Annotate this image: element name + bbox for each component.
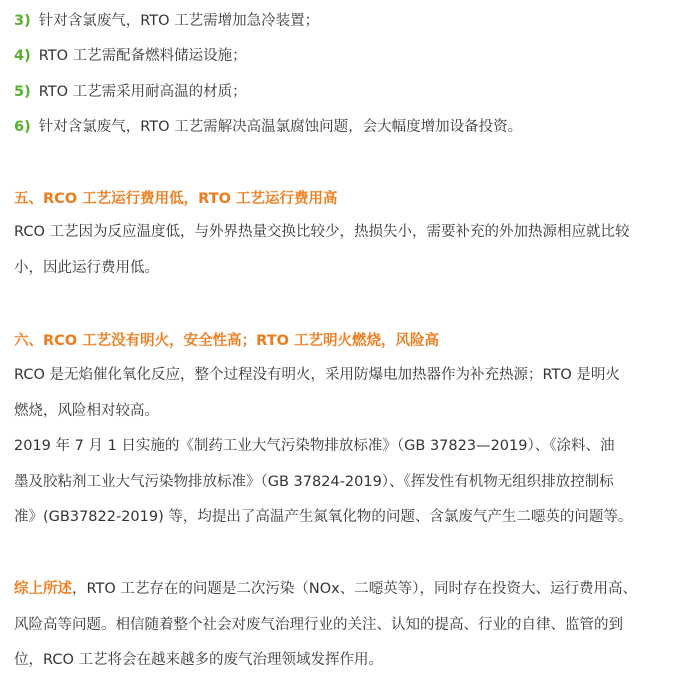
list-item-text: 针对含氯废气，RTO 工艺需解决高温氯腐蚀问题，会大幅度增加设备投资。 [38,119,523,135]
paragraph-line [14,572,686,608]
list-item [14,43,247,69]
paragraph-line: 2019 年 7 月 1 日实施的《制药工业大气污染物排放标准》（GB 37823—2019）、《涂料、油 [14,438,615,454]
section-heading-5: 五、RCO 工艺运行费用低，RTO 工艺运行费用高 [14,191,338,207]
list-item [14,8,319,34]
list-item-number: 5) [14,84,31,100]
paragraph-line: 风险高等问题。相信随着整个社会对废气治理行业的关注、认知的提高、行业的自律、监管的到 [14,616,623,633]
list-item [14,79,247,105]
paragraph-line: 小，因此运行费用低。 [14,259,159,276]
paragraph-line: RCO 是无焰催化氧化反应，整个过程没有明火，采用防爆电加热器作为补充热源；RTO 是明火 [14,367,620,383]
list-item-number: 6) [14,119,31,135]
section-6-paragraph [14,358,686,536]
summary-paragraph [14,572,686,679]
section-heading-6: 六、RCO 工艺没有明火，安全性高；RTO 工艺明火燃烧，风险高 [14,333,439,349]
list-item-text: RTO 工艺需采用耐高温的材质； [38,84,247,100]
summary-key: 综上所述 [14,581,72,597]
paragraph-line: 燃烧，风险相对较高。 [14,402,159,419]
paragraph-line: RCO 工艺因为反应温度低，与外界热量交换比较少，热损失小，需要补充的外加热源相应就比较 [14,224,630,240]
paragraph-line: 墨及胶粘剂工业大气污染物排放标准》（GB 37824-2019）、《挥发性有机物无组织排放控制标 [14,473,614,490]
list-item-number: 3) [14,13,31,29]
section-5-paragraph [14,215,686,286]
list-item [14,114,522,140]
summary-first-line-text: ，RTO 工艺存在的问题是二次污染（NOx、二噁英等），同时存在投资大、运行费用高、 [72,581,637,597]
list-item-number: 4) [14,48,31,64]
list-item-text: RTO 工艺需配备燃料储运设施； [38,48,247,64]
paragraph-line: 准》(GB37822-2019) 等，均提出了高温产生氮氧化物的问题、含氯废气产生二噁英的问题等。 [14,509,633,525]
paragraph-line: 位，RCO 工艺将会在越来越多的废气治理领域发挥作用。 [14,652,383,668]
list-item-text: 针对含氯废气，RTO 工艺需增加急冷装置； [38,13,320,29]
